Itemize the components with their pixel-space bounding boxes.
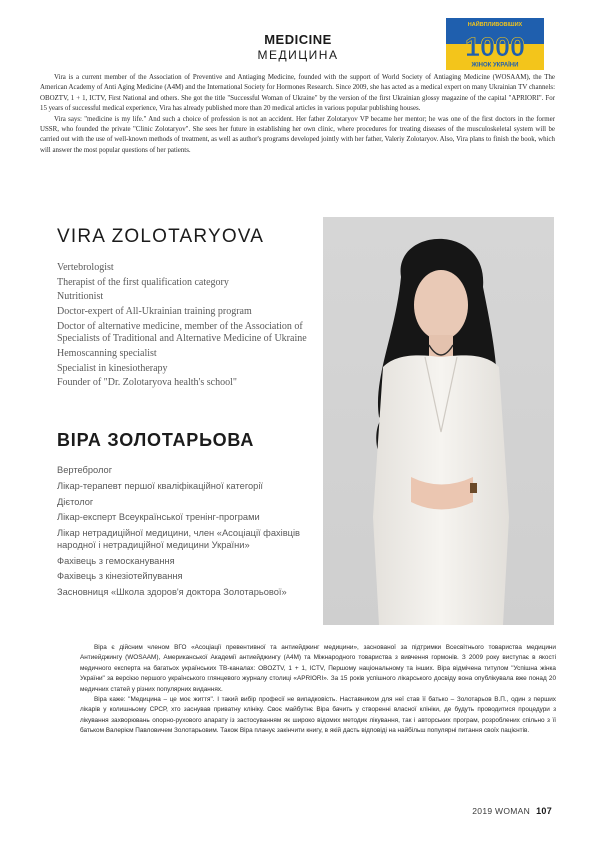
credential-item: Вертебролог bbox=[57, 465, 113, 475]
page-number: 107 bbox=[536, 806, 552, 816]
body-text-ua bbox=[80, 643, 556, 737]
credential-item: Фахівець з кінезіотейпування bbox=[57, 571, 183, 582]
credentials-list-en bbox=[57, 262, 317, 392]
logo-top-text: НАЙВПЛИВОВІШИХ bbox=[467, 22, 523, 28]
magazine-label: 2019 WOMAN bbox=[472, 806, 531, 816]
credential-item: Vertebrologist bbox=[57, 262, 114, 273]
intro-paragraph: Vira is a current member of the Association of Preventive and Antiaging Medicine, founded with the support of World Society of Antiaging Medicine (WOSAAM), the The American Academy of Anti Aging Medicine (A4M) and the International Society for Hormones Research. Since 2009, she has acted as a medical expert on many Ukrainian TV channels: OBOZTV, 1 + 1, ICTV, First National and others. She got the title "Successful Woman of Ukraine" by the version of the first Ukrainian glossy magazine of the capital "APRIORI". For 15 years of successful medical experience, Vira has already published more than 20 medical articles in various popular publishing houses. bbox=[40, 74, 555, 113]
credential-item: Specialist in kinesiotherapy bbox=[57, 362, 168, 374]
credential-item: Лікар-терапевт першої кваліфікаційної категорії bbox=[57, 480, 264, 491]
top-1000-women-logo bbox=[446, 18, 544, 70]
credential-item: Nutritionist bbox=[57, 291, 104, 303]
credentials-list-ua bbox=[57, 465, 319, 603]
credential-item: Дієтолог bbox=[57, 496, 94, 507]
credential-item: Лікар нетрадиційної медицини, член «Асоціації фахівців народної і нетрадиційної медицини України» bbox=[57, 528, 300, 550]
credential-item: Лікар-експерт Всеукраїнської тренінг-програми bbox=[57, 512, 260, 523]
credential-item: Фахівець з гемосканування bbox=[57, 555, 175, 566]
credential-item: Therapist of the first qualification category bbox=[57, 276, 229, 288]
portrait-illustration bbox=[323, 217, 554, 625]
person-name-en: VIRA ZOLOTARYOVA bbox=[57, 226, 265, 247]
person-name-ua: ВІРА ЗОЛОТАРЬОВА bbox=[57, 430, 255, 450]
body-paragraph: Віра є дійсним членом ВГО «Асоціації превентивної та антиейджинг медицини», заснованої за підтримки Всесвітнього товариства медицини Антиейджингу (WOSAAM), Американської Академії антиейджингу (A4M) та Міжнародного товариства з вивчення гормонів. З 2009 року виступає в якості медичного експерта на багатьох українських ТВ-каналах: OBOZTV, 1 + 1, ICTV, Першому національному та інших. Віра відмічена титулом "Успішна жінка України" за версією першого українського глянцевого журналу столиці «APRIORI». За 15 років успішного лікарського досвіду вона опублікувала вже понад 20 медичних статей у різних популярних виданнях. bbox=[80, 644, 556, 693]
page-footer bbox=[472, 806, 552, 816]
section-title-en: MEDICINE bbox=[264, 32, 332, 47]
body-paragraph: Віра каже: "Медицина – це моє життя". І такий вибір професії не випадковість. Наставником для неї став її батько – Золотарьов В.П., один з перших лікарів у колишньому СРСР, хто заснував приватну клініку. Своє майбутнє Віра бачить у створенні власної клініки, де будуть проводитися процедури з лікування захворювань опорно-рухового апарату із застосуванням як широко відомих методик лікування, так і авторських програм, розроблених спільно з її батьком Валерієм Павловичем Золотарьовим. Також Віра планує закінчити книгу, в якій дасть відповіді на найбільш популярні питання своїх пацієнтів. bbox=[80, 696, 556, 735]
logo-number: 1000 bbox=[464, 32, 526, 62]
credential-item: Hemoscanning specialist bbox=[57, 347, 157, 359]
credential-item: Засновниця «Школа здоров'я доктора Золотарьової» bbox=[57, 587, 287, 598]
credential-item: Founder of "Dr. Zolotaryova health's school" bbox=[57, 377, 237, 389]
intro-text-en bbox=[40, 73, 555, 156]
logo-bottom-text: ЖІНОК УКРАЇНИ bbox=[471, 62, 519, 69]
face bbox=[414, 270, 468, 340]
watch bbox=[470, 483, 477, 493]
credential-item: Doctor of alternative medicine, member of the Association of Specialists of Traditional and Alternative Medicine of Ukraine bbox=[57, 320, 307, 345]
portrait-photo bbox=[323, 217, 554, 625]
neck bbox=[429, 335, 453, 357]
credential-item: Doctor-expert of All-Ukrainian training program bbox=[57, 306, 252, 318]
intro-paragraph: Vira says: "medicine is my life." And such a choice of profession is not an accident. Her father Zolotaryov VP became her mentor; he was one of the first doctors in the former USSR, who founded the private "Clinic Zolotaryov". She sees her future in establishing her own clinic, where procedures for treating diseases of the musculoskeletal system will be carried out with the use of well-known methods of treatment, as well as author's programs developed jointly with her father, Valeriy Zolotaryov. Also, Vira plans to finish the book, which will answer the most popular questions of her patients. bbox=[40, 115, 555, 154]
section-title-ua: МЕДИЦИНА bbox=[257, 48, 339, 62]
